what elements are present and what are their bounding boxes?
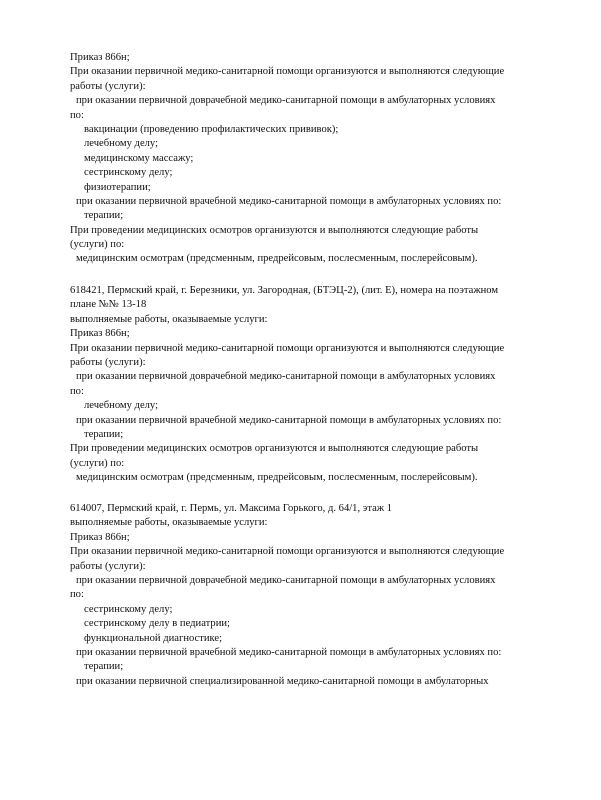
- text-line: работы (услуги):: [70, 356, 146, 368]
- text-line: при оказании первичной врачебной медико-санитарной помощи в амбулаторных условиях по:: [76, 646, 502, 658]
- text-line: функциональной диагностике;: [84, 632, 223, 644]
- text-line: (услуги) по:: [70, 457, 125, 469]
- text-line: Приказ 866н;: [70, 52, 130, 63]
- text-line: вакцинации (проведению профилактических прививок);: [84, 123, 339, 135]
- text-line: работы (услуги):: [70, 560, 146, 572]
- text-line: 614007, Пермский край, г. Пермь, ул. Максима Горького, д. 64/1, этаж 1: [70, 503, 393, 514]
- text-line: медицинским осмотрам (предсменным, предрейсовым, послесменным, послерейсовым).: [76, 472, 478, 484]
- text-line: физиотерапии;: [84, 181, 151, 193]
- text-line: работы (услуги):: [70, 80, 146, 92]
- text-line: при оказании первичной доврачебной медико-санитарной помощи в амбулаторных условиях: [76, 95, 496, 107]
- text-line: выполняемые работы, оказываемые услуги:: [70, 517, 268, 529]
- text-line: медицинским осмотрам (предсменным, предрейсовым, послесменным, послерейсовым).: [76, 253, 478, 265]
- license-section-berezniki: [70, 284, 570, 485]
- text-line: при оказании первичной доврачебной медико-санитарной помощи в амбулаторных условиях: [76, 371, 496, 383]
- text-line: сестринскому делу в педиатрии;: [84, 618, 230, 630]
- text-line: При оказании первичной медико-санитарной помощи организуются и выполняются следующие: [70, 546, 505, 558]
- text-line: 618421, Пермский край, г. Березники, ул. Загородная, (БТЭЦ-2), (лит. Е), номера на поэтажном: [70, 285, 499, 296]
- text-line: терапии;: [84, 428, 124, 440]
- text-line: сестринскому делу;: [84, 603, 173, 615]
- text-line: При оказании первичной медико-санитарной помощи организуются и выполняются следующие: [70, 342, 505, 354]
- text-line: лечебному делу;: [84, 138, 159, 150]
- text-line: по:: [70, 109, 84, 121]
- text-line: терапии;: [84, 661, 124, 673]
- text-line: сестринскому делу;: [84, 167, 173, 179]
- text-line: при оказании первичной доврачебной медико-санитарной помощи в амбулаторных условиях: [76, 574, 496, 586]
- text-line: (услуги) по:: [70, 239, 125, 251]
- text-line: по:: [70, 589, 84, 601]
- text-line: Приказ 866н;: [70, 328, 130, 340]
- text-line: При оказании первичной медико-санитарной помощи организуются и выполняются следующие: [70, 66, 505, 78]
- text-line: Приказ 866н;: [70, 531, 130, 543]
- text-line: медицинскому массажу;: [84, 152, 194, 164]
- text-line: по:: [70, 385, 84, 397]
- license-section-general: [70, 51, 570, 267]
- text-line: при оказании первичной врачебной медико-санитарной помощи в амбулаторных условиях по:: [76, 195, 502, 207]
- text-line: выполняемые работы, оказываемые услуги:: [70, 313, 268, 325]
- text-line: лечебному делу;: [84, 400, 159, 412]
- license-section-perm: [70, 502, 570, 689]
- text-line: при оказании первичной специализированной медико-санитарной помощи в амбулаторных: [76, 675, 489, 687]
- text-line: терапии;: [84, 210, 124, 222]
- text-line: При проведении медицинских осмотров организуются и выполняются следующие работы: [70, 224, 479, 236]
- text-line: при оказании первичной врачебной медико-санитарной помощи в амбулаторных условиях по:: [76, 414, 502, 426]
- text-line: При проведении медицинских осмотров организуются и выполняются следующие работы: [70, 443, 479, 455]
- text-line: плане №№ 13-18: [70, 299, 147, 311]
